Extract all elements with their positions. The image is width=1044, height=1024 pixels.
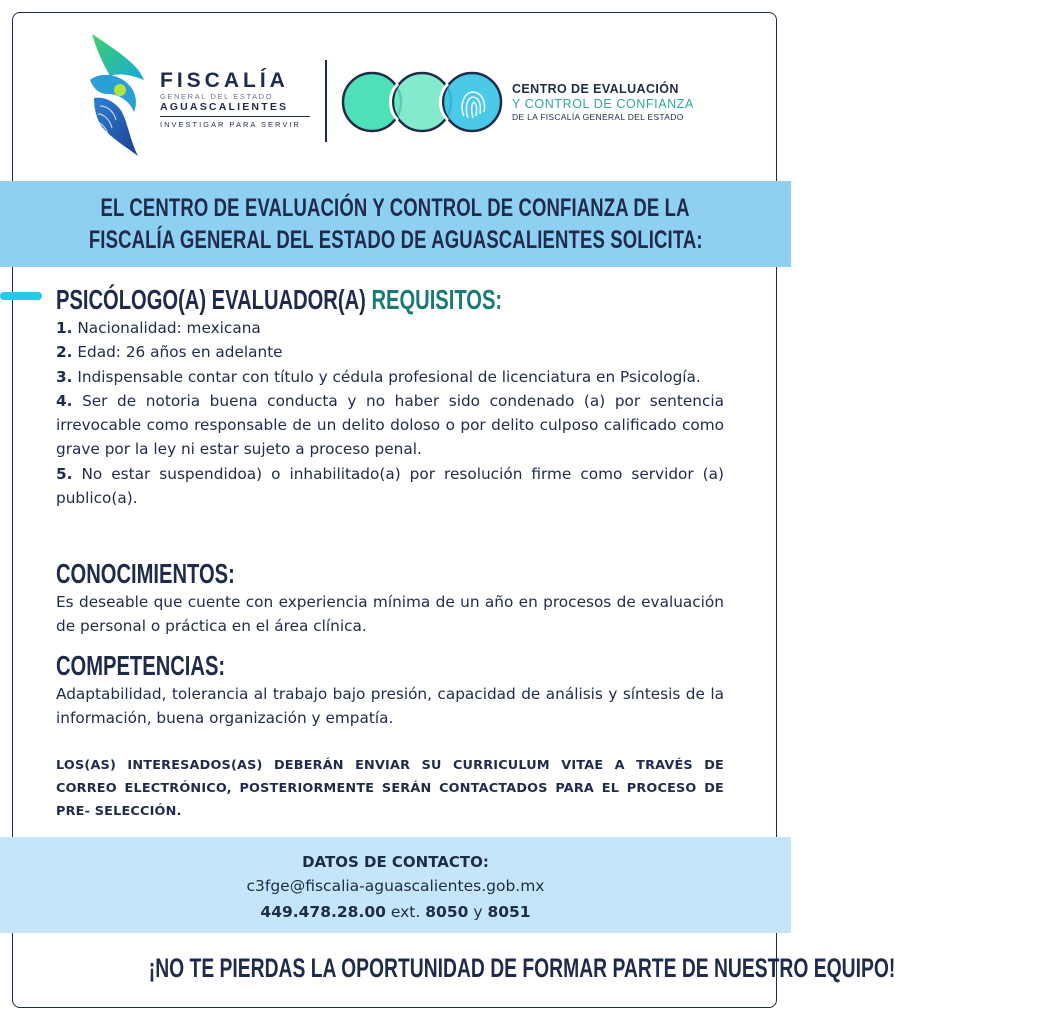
requirement-item (56, 316, 724, 340)
requirement-number: 5. (56, 464, 73, 483)
requirement-item (56, 389, 724, 462)
title-banner (0, 181, 791, 267)
contact-phone (0, 899, 791, 925)
application-notice: LOS(AS) INTERESADOS(AS) DEBERÁN ENVIAR SU CURRICULUM VITAE A TRAVÉS DE CORREO ELECTRÓNICO, POSTERIORMENTE SERÁN CONTACTADOS PARA EL PROCESO DE PRE- SELECCIÓN. (56, 758, 724, 819)
centro-line-2: Y CONTROL DE CONFIANZA (512, 97, 694, 111)
requirement-text: Ser de notoria buena conducta y no haber sido condenado (a) por sentencia irrevocable como responsable de un delito doloso o por delito culposo calificado como grave por la ley ni estar sujeto a proceso penal. (56, 391, 724, 459)
title-line-2: FISCALÍA GENERAL DEL ESTADO DE AGUASCALIENTES SOLICITA: (88, 226, 703, 254)
extension-2: 8051 (487, 903, 531, 921)
position-heading (56, 284, 537, 316)
requirement-number: 1. (56, 319, 73, 337)
accent-bar (0, 292, 42, 300)
requirements-list (56, 316, 724, 510)
fiscalia-subtitle: GENERAL DEL ESTADO (160, 92, 274, 101)
requirement-item (56, 462, 724, 511)
knowledge-heading: CONOCIMIENTOS: (56, 558, 235, 589)
requirement-number: 2. (56, 343, 73, 362)
competencies-text: Adaptabilidad, tolerancia al trabajo bajo presión, capacidad de análisis y síntesis de la información, buena organización y empatía. (56, 685, 724, 728)
knowledge-section (56, 558, 724, 639)
phone-number: 449.478.28.00 (260, 903, 386, 921)
fiscalia-logo-icon (86, 32, 152, 158)
title-line-1: EL CENTRO DE EVALUACIÓN Y CONTROL DE CONFIANZA DE LA (100, 194, 691, 222)
requirement-item (56, 365, 724, 389)
requirement-text: No estar suspendidoa) o inhabilitado(a) por resolución firme como servidor (a) publico(a). (56, 464, 724, 508)
requirement-number: 3. (56, 367, 73, 386)
competencies-heading: COMPETENCIAS: (56, 650, 226, 681)
extension-1: 8050 (425, 903, 469, 921)
fiscalia-name: FISCALÍA (160, 69, 289, 92)
centro-logo-icon (340, 70, 506, 134)
contact-email-link[interactable]: c3fge@fiscalia-aguascalientes.gob.mx (246, 877, 545, 895)
and-label: y (473, 903, 483, 921)
knowledge-text: Es deseable que cuente con experiencia mínima de un año en procesos de evaluación de personal o práctica en el área clínica. (56, 593, 724, 636)
requirement-text: Nacionalidad: mexicana (77, 319, 261, 337)
ext-label: ext. (390, 903, 421, 921)
requirements-label: REQUISITOS: (371, 284, 503, 315)
fiscalia-wordmark (160, 70, 310, 129)
fiscalia-state: AGUASCALIENTES (160, 101, 289, 113)
footer (0, 950, 896, 986)
position-name: PSICÓLOGO(A) EVALUADOR(A) (56, 284, 366, 315)
centro-wordmark (512, 82, 732, 123)
competencies-section (56, 650, 724, 731)
requirement-text: Edad: 26 años en adelante (77, 343, 283, 362)
fiscalia-rule (160, 116, 310, 117)
footer-slogan: ¡NO TE PIERDAS LA OPORTUNIDAD DE FORMAR PARTE DE NUESTRO EQUIPO! (148, 953, 896, 983)
logo-divider (325, 60, 327, 142)
contact-title: DATOS DE CONTACTO: (302, 853, 489, 871)
requirement-text: Indispensable contar con título y cédula profesional de licenciatura en Psicología. (77, 367, 701, 386)
centro-line-1: CENTRO DE EVALUACIÓN (512, 82, 679, 96)
contact-banner (0, 837, 791, 933)
requirement-number: 4. (56, 391, 73, 410)
fiscalia-motto: INVESTIGAR PARA SERVIR (160, 120, 301, 129)
requirement-item (56, 340, 724, 364)
centro-line-3: DE LA FISCALÍA GENERAL DEL ESTADO (512, 112, 684, 122)
requirements-section (56, 284, 724, 510)
